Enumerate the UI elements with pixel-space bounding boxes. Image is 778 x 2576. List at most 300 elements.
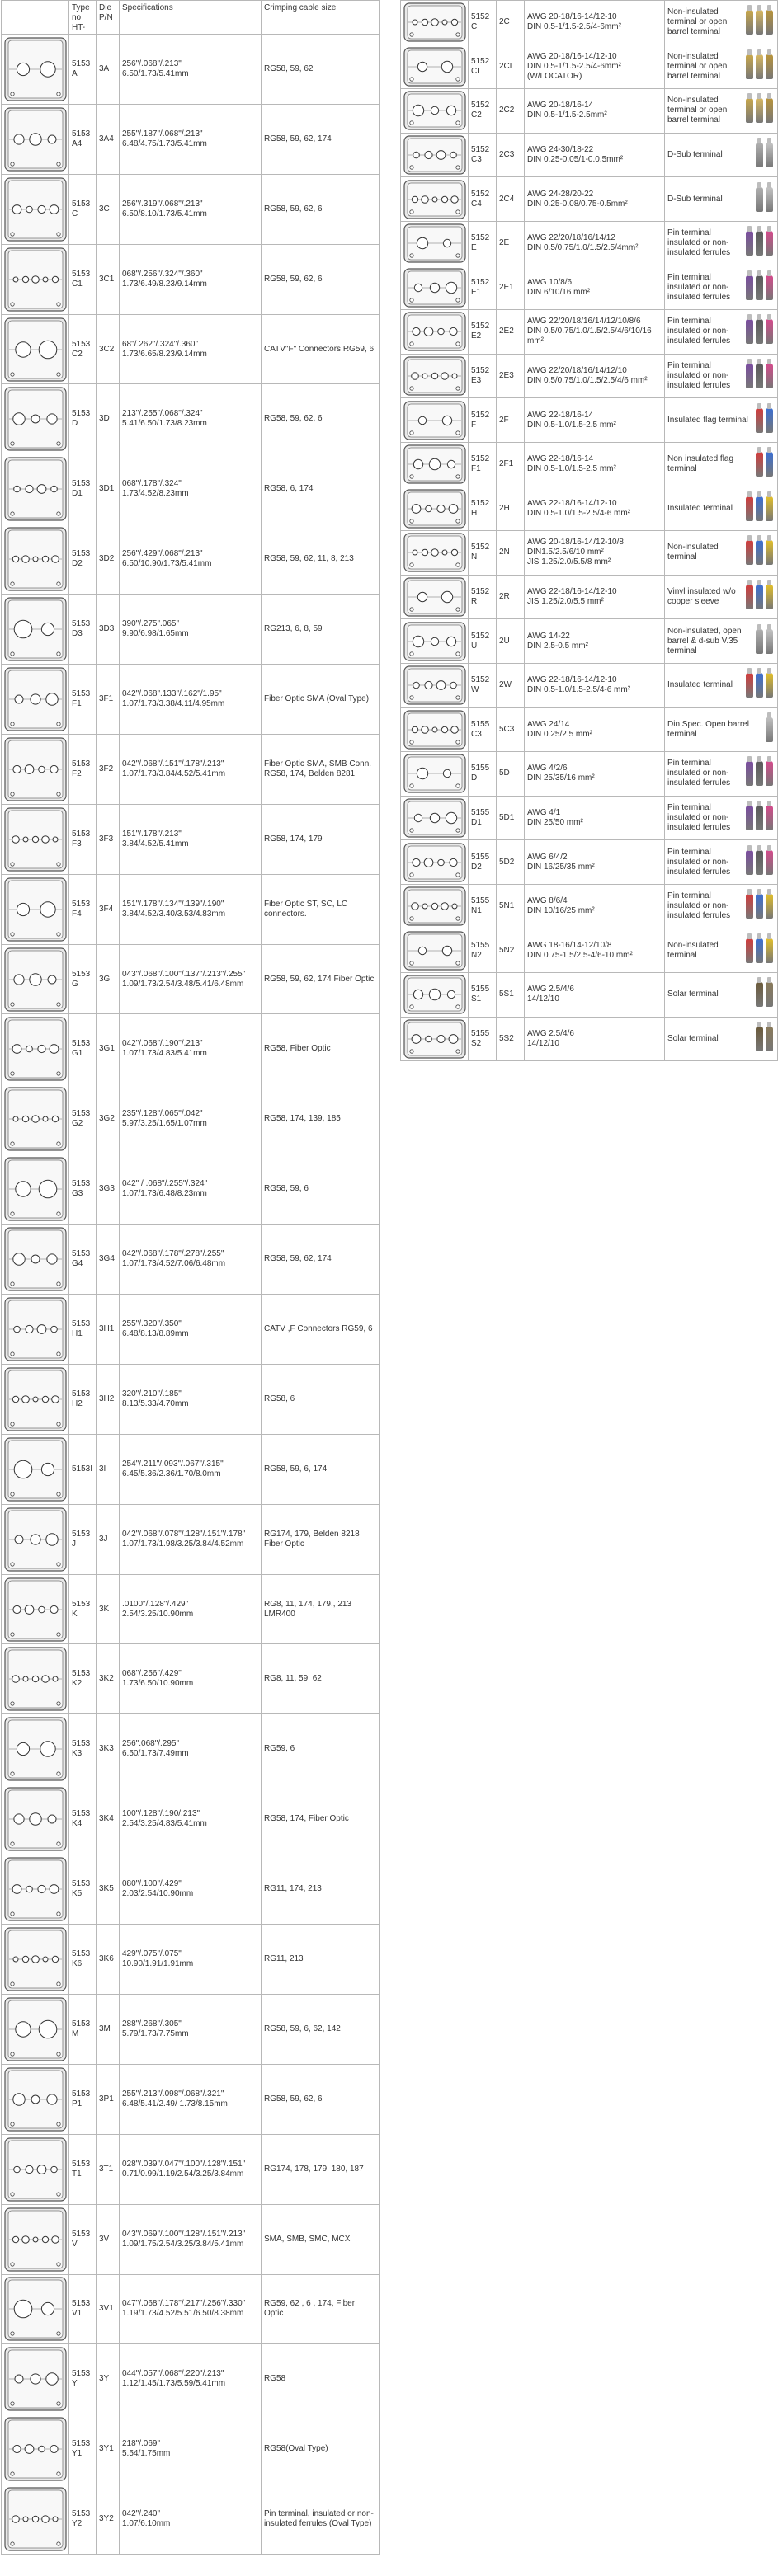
flag-terminal-icon xyxy=(756,408,763,433)
spec-line: 042"/.240" xyxy=(122,2509,161,2519)
spec-line: 320"/.210"/.185" xyxy=(122,1389,182,1398)
spec-line: DIN 0.5-1/1.5-2.5/4-6mm² xyxy=(527,22,621,32)
cable-cell: RG8, 11, 174, 179,, 213 LMR400 xyxy=(262,1574,380,1644)
crimp-die-icon xyxy=(403,356,466,396)
table-row xyxy=(2,244,380,314)
crimp-die-icon xyxy=(4,2067,67,2132)
type-cell: 5153K xyxy=(69,1574,97,1644)
table-row xyxy=(401,840,778,885)
die-cell: 3K xyxy=(97,1574,120,1644)
die-image xyxy=(2,1504,69,1574)
spec-cell xyxy=(525,398,665,443)
spec-line: DIN 2.5-0.5 mm² xyxy=(527,641,588,651)
cable-cell xyxy=(665,884,778,928)
die-image xyxy=(401,354,469,398)
type-cell: 5153V1 xyxy=(69,2274,97,2344)
die-image xyxy=(401,707,469,752)
ferrule-icon xyxy=(766,319,773,344)
spec-cell xyxy=(525,707,665,752)
blade-terminal-icon xyxy=(746,98,753,123)
type-cell: 5153K5 xyxy=(69,1854,97,1925)
spec-line: 213"/.255"/.068"/.324" xyxy=(122,409,203,419)
spec-line: 042"/.068"/.190"/.213" xyxy=(122,1039,203,1049)
spec-line: 3.84/4.52/3.40/3.53/4.83mm xyxy=(122,909,226,919)
terminal-type-text: Non-insulated terminal xyxy=(667,543,719,562)
ferrule-icon xyxy=(746,364,753,388)
die-cell: 3F1 xyxy=(97,665,120,735)
die-cell: 3K3 xyxy=(97,1714,120,1784)
die-image xyxy=(401,884,469,928)
table-row xyxy=(2,2484,380,2555)
ferrule-icon xyxy=(766,231,773,256)
type-cell: 5153G2 xyxy=(69,1084,97,1154)
spec-line: 028"/.039"/.047"/.100"/.128"/.151" xyxy=(122,2159,246,2169)
spec-line: 042"/.068".133"/.162"/1.95" xyxy=(122,689,222,698)
coax-die-rows xyxy=(2,35,380,2555)
terminal-type-text: Insulated terminal xyxy=(667,680,733,690)
type-cell: 5153G3 xyxy=(69,1154,97,1225)
cable-cell: RG58, 59, 62, 174 xyxy=(262,104,380,174)
spec-line: AWG 22-18/16-14 xyxy=(527,410,594,420)
spec-cell xyxy=(120,174,262,244)
spec-cell xyxy=(525,177,665,222)
crimp-die-icon xyxy=(4,37,67,101)
spec-line: AWG 24/14 xyxy=(527,719,570,729)
table-row xyxy=(2,2134,380,2204)
solar-terminal-icon xyxy=(756,1027,763,1051)
crimp-die-icon xyxy=(403,2,466,42)
spec-cell xyxy=(120,595,262,665)
terminal-type-text: Non insulated flag terminal xyxy=(667,454,734,474)
terminal-type-text: Non-insulated terminal or open barrel terminal xyxy=(667,7,728,37)
die-cell: 3F2 xyxy=(97,734,120,804)
type-cell: 5152H xyxy=(469,487,497,531)
type-cell: 5153G1 xyxy=(69,1014,97,1084)
spec-line: AWG 20-18/16-14 xyxy=(527,101,594,110)
table-row xyxy=(2,174,380,244)
spec-line: 5.54/1.75mm xyxy=(122,2449,171,2459)
type-cell: 5153D1 xyxy=(69,454,97,524)
table-row xyxy=(2,1295,380,1365)
terminal-photo xyxy=(746,540,775,565)
crimp-die-icon xyxy=(4,597,67,661)
die-image xyxy=(401,575,469,619)
ring-terminal-icon xyxy=(746,894,753,919)
die-image xyxy=(2,944,69,1014)
table-row xyxy=(2,804,380,874)
die-image xyxy=(2,2064,69,2134)
spec-cell xyxy=(120,2204,262,2274)
die-image xyxy=(2,2274,69,2344)
spec-line: 1.73/4.52/8.23mm xyxy=(122,489,189,499)
type-cell: 5152W xyxy=(469,663,497,707)
spec-line: 1.12/1.45/1.73/5.59/5.41mm xyxy=(122,2379,226,2389)
type-cell: 5152R xyxy=(469,575,497,619)
spec-line: 8.13/5.33/4.70mm xyxy=(122,1398,189,1408)
crimp-die-icon xyxy=(403,91,466,130)
cable-cell xyxy=(665,796,778,840)
spec-line: AWG 14-22 xyxy=(527,631,570,641)
spec-line: 1.07/1.73/3.38/4.11/4.95mm xyxy=(122,698,225,708)
cable-cell: RG11, 213 xyxy=(262,1925,380,1995)
terminal-type-text: Insulated flag terminal xyxy=(667,415,748,425)
die-image xyxy=(2,1084,69,1154)
type-header: Type no HT- xyxy=(69,1,97,35)
table-row xyxy=(401,442,778,487)
blade-terminal-icon xyxy=(756,98,763,123)
cable-cell: RG58, 59, 6, 62, 142 xyxy=(262,1994,380,2064)
die-image xyxy=(2,2344,69,2414)
spec-cell xyxy=(525,796,665,840)
crimp-die-icon xyxy=(403,886,466,926)
solar-terminal-icon xyxy=(766,1027,773,1051)
table-row xyxy=(401,89,778,134)
crimp-die-icon xyxy=(4,317,67,382)
die-cell: 2E3 xyxy=(497,354,525,398)
ferrule-icon xyxy=(756,806,763,830)
die-image xyxy=(2,1225,69,1295)
coax-die-table xyxy=(1,0,380,2555)
ring-terminal-icon xyxy=(746,540,753,565)
ferrule-icon xyxy=(746,850,753,875)
table-row xyxy=(2,104,380,174)
spec-line: 5.41/6.50/1.73/8.23mm xyxy=(122,419,207,429)
die-image xyxy=(2,1154,69,1225)
die-image xyxy=(2,35,69,105)
crimp-die-icon xyxy=(4,1017,67,1081)
table-row xyxy=(2,874,380,944)
die-cell: 2CL xyxy=(497,45,525,89)
spec-cell xyxy=(525,89,665,134)
die-image xyxy=(401,398,469,443)
spec-line: 6.50/1.73/5.41mm xyxy=(122,68,189,78)
die-cell: 2E xyxy=(497,221,525,266)
cable-cell xyxy=(665,398,778,443)
die-image xyxy=(2,104,69,174)
table-row xyxy=(401,133,778,177)
terminal-type-text: Pin terminal insulated or non-insulated ferrules xyxy=(667,228,731,258)
terminal-type-text: Solar terminal xyxy=(667,990,719,999)
table-row xyxy=(2,1714,380,1784)
die-image xyxy=(2,1364,69,1434)
die-cell: 5D1 xyxy=(497,796,525,840)
ferrule-icon xyxy=(756,364,763,388)
spec-line: 6.50/1.73/7.49mm xyxy=(122,1749,189,1759)
cable-cell: RG58, 6, 174 xyxy=(262,454,380,524)
ferrule-icon xyxy=(756,850,763,875)
ferrule-icon xyxy=(756,231,763,256)
ferrule-icon xyxy=(746,231,753,256)
terminal-type-text: D-Sub terminal xyxy=(667,194,723,204)
die-cell: 2F1 xyxy=(497,442,525,487)
spec-cell xyxy=(120,35,262,105)
die-cell: 5S1 xyxy=(497,973,525,1018)
spec-line: DIN 0.25-0.05/1-0.0.5mm² xyxy=(527,155,624,165)
type-cell: 5152U xyxy=(469,619,497,664)
terminal-type-text: Pin terminal insulated or non-insulated ferrules xyxy=(667,317,731,346)
crimp-die-icon xyxy=(4,737,67,801)
spec-line: DIN 0.25/2.5 mm² xyxy=(527,729,592,739)
die-cell: 2H xyxy=(497,487,525,531)
ferrule-icon xyxy=(746,806,753,830)
spec-line: 1.73/6.50/10.90mm xyxy=(122,1679,194,1689)
cable-cell xyxy=(665,840,778,885)
spec-cell xyxy=(120,734,262,804)
spec-cell xyxy=(120,1084,262,1154)
spec-line: AWG 20-18/16-14/12-10 xyxy=(527,12,617,22)
die-image xyxy=(401,133,469,177)
table-row xyxy=(2,1994,380,2064)
spec-line: 390"/.275".065" xyxy=(122,619,180,629)
die-image xyxy=(401,619,469,664)
spec-cell xyxy=(120,2134,262,2204)
spec-line: 043"/.068"/.100"/.137"/.213"/.255" xyxy=(122,969,246,979)
die-cell: 3D xyxy=(97,384,120,454)
spec-cell xyxy=(120,2064,262,2134)
cable-cell: RG213, 6, 8, 59 xyxy=(262,595,380,665)
ring-terminal-icon xyxy=(746,673,753,698)
spec-cell xyxy=(120,665,262,735)
spec-line: DIN 0.5/0.75/1.0/1.5/2.5/4/6/10/16 mm² xyxy=(527,327,652,346)
die-cell: 3Y1 xyxy=(97,2414,120,2484)
table-row xyxy=(2,1854,380,1925)
blade-terminal-icon xyxy=(746,54,753,79)
die-cell: 3A xyxy=(97,35,120,105)
spec-line: 1.07/1.73/4.52/7.06/6.48mm xyxy=(122,1259,226,1269)
type-cell: 5155S1 xyxy=(469,973,497,1018)
blade-terminal-icon xyxy=(746,10,753,35)
crimp-die-icon xyxy=(403,444,466,484)
die-image xyxy=(401,752,469,797)
spec-cell xyxy=(120,2274,262,2344)
crimp-die-icon xyxy=(403,401,466,440)
spec-line: 68"/.262"/.324"/.360" xyxy=(122,339,199,349)
spec-cell xyxy=(525,1,665,45)
terminal-type-text: Pin terminal insulated or non-insulated ferrules xyxy=(667,759,731,788)
type-cell: 5153F4 xyxy=(69,874,97,944)
die-cell: 2C4 xyxy=(497,177,525,222)
spec-line: 044"/.057"/.068"/.220"/.213" xyxy=(122,2369,224,2379)
die-cell: 2R xyxy=(497,575,525,619)
spec-cell xyxy=(120,1434,262,1504)
die-cell: 2N xyxy=(497,531,525,576)
type-cell: 5153D2 xyxy=(69,524,97,595)
spec-line: 14/12/10 xyxy=(527,1038,559,1048)
type-cell: 5153M xyxy=(69,1994,97,2064)
die-cell: 3F4 xyxy=(97,874,120,944)
spec-line: AWG 8/6/4 xyxy=(527,896,568,906)
spec-line: 255"/.187"/.068"/.213" xyxy=(122,129,203,139)
type-cell: 5152F xyxy=(469,398,497,443)
terminal-die-table xyxy=(400,0,778,1061)
table-row xyxy=(401,619,778,664)
spec-line: 6.45/5.36/2.36/1.70/8.0mm xyxy=(122,1469,221,1478)
spec-cell xyxy=(120,384,262,454)
spec-cell xyxy=(120,804,262,874)
crimp-die-icon xyxy=(403,489,466,529)
die-image xyxy=(401,663,469,707)
spec-line: 2.54/3.25/10.90mm xyxy=(122,1609,194,1619)
cable-cell: RG58, 59, 62, 6 xyxy=(262,384,380,454)
type-cell: 5152E1 xyxy=(469,266,497,310)
table-row xyxy=(2,1014,380,1084)
die-cell: 3T1 xyxy=(97,2134,120,2204)
crimp-die-icon xyxy=(4,2137,67,2202)
spec-line: DIN 0.25-0.08/0.75-0.5mm² xyxy=(527,199,628,209)
die-cell: 3V xyxy=(97,2204,120,2274)
crimp-die-icon xyxy=(403,931,466,971)
ring-terminal-icon xyxy=(766,540,773,565)
spec-line: 6.48/8.13/8.89mm xyxy=(122,1328,189,1338)
cable-cell xyxy=(665,1017,778,1061)
ring-terminal-icon xyxy=(756,496,763,521)
spec-line: 256".068"/.295" xyxy=(122,1739,180,1749)
crimp-die-icon xyxy=(403,975,466,1014)
table-row xyxy=(2,665,380,735)
die-cell: 3V1 xyxy=(97,2274,120,2344)
table-row xyxy=(2,314,380,384)
spec-cell xyxy=(525,884,665,928)
die-image xyxy=(2,804,69,874)
die-image xyxy=(2,174,69,244)
terminal-photo xyxy=(746,850,775,875)
crimp-die-icon xyxy=(403,798,466,838)
ferrule-icon xyxy=(766,761,773,786)
crimp-die-icon xyxy=(4,807,67,872)
die-cell: 3F3 xyxy=(97,804,120,874)
die-cell: 5N2 xyxy=(497,928,525,973)
table-row xyxy=(401,884,778,928)
spec-line: 10.90/1.91/1.91mm xyxy=(122,1958,194,1968)
cable-cell xyxy=(665,663,778,707)
crimp-die-icon xyxy=(4,1367,67,1431)
cable-cell: Pin terminal, insulated or non-insulated ferrules (Oval Type) xyxy=(262,2484,380,2555)
spec-cell xyxy=(120,944,262,1014)
spec-line: AWG 6/4/2 xyxy=(527,852,568,862)
cable-cell xyxy=(665,442,778,487)
spec-line: 068"/.256"/.429" xyxy=(122,1669,182,1679)
terminal-type-text: Solar terminal xyxy=(667,1033,719,1043)
spec-line: 2.03/2.54/10.90mm xyxy=(122,1889,194,1899)
cable-cell xyxy=(665,707,778,752)
spec-cell xyxy=(120,2484,262,2555)
spec-line: DIN 0.5/0.75/1.0/1.5/2.5/4/6 mm² xyxy=(527,376,648,386)
ring-terminal-icon xyxy=(766,894,773,919)
type-cell: 5153T1 xyxy=(69,2134,97,2204)
crimp-die-icon xyxy=(4,667,67,731)
spec-cell xyxy=(525,487,665,531)
ring-terminal-icon xyxy=(766,673,773,698)
spec-line: AWG 4/2/6 xyxy=(527,764,568,773)
die-image xyxy=(2,384,69,454)
table-row xyxy=(2,384,380,454)
spec-line: 429"/.075"/.075" xyxy=(122,1948,182,1958)
spec-cell xyxy=(120,1854,262,1925)
type-cell: 5153P1 xyxy=(69,2064,97,2134)
crimp-die-icon xyxy=(4,1297,67,1361)
crimp-die-icon xyxy=(403,223,466,263)
table-row xyxy=(2,2274,380,2344)
terminal-photo xyxy=(746,496,775,521)
table-row xyxy=(2,1225,380,1295)
spec-cell xyxy=(120,1784,262,1854)
die-cell: 3D3 xyxy=(97,595,120,665)
die-image xyxy=(401,973,469,1018)
die-image xyxy=(401,89,469,134)
die-image xyxy=(2,1434,69,1504)
die-cell: 3C1 xyxy=(97,244,120,314)
ferrule-icon xyxy=(766,275,773,300)
type-cell: 5153I xyxy=(69,1434,97,1504)
table-row xyxy=(401,487,778,531)
spec-line: AWG 20-18/16-14/12-10/8 xyxy=(527,538,624,548)
type-cell: 5155D xyxy=(469,752,497,797)
cable-cell xyxy=(665,752,778,797)
terminal-type-text: Non-insulated terminal xyxy=(667,940,719,960)
die-cell: 3G3 xyxy=(97,1154,120,1225)
spec-cell xyxy=(525,442,665,487)
dsub-pin-icon xyxy=(756,629,763,654)
die-header: Die P/N xyxy=(97,1,120,35)
cable-cell: RG59, 62 , 6 , 174, Fiber Optic xyxy=(262,2274,380,2344)
spec-line: 5.97/3.25/1.65/1.07mm xyxy=(122,1119,207,1129)
crimp-die-icon xyxy=(403,312,466,351)
spec-header: Specifications xyxy=(120,1,262,35)
table-row xyxy=(2,1574,380,1644)
terminal-photo xyxy=(746,231,775,256)
blade-terminal-icon xyxy=(766,98,773,123)
cable-cell: RG58 xyxy=(262,2344,380,2414)
spec-line: AWG 2.5/4/6 xyxy=(527,985,574,994)
die-cell: 5C3 xyxy=(497,707,525,752)
cable-cell: Fiber Optic ST, SC, LC connectors. xyxy=(262,874,380,944)
spec-cell xyxy=(120,1364,262,1434)
spec-line: 1.07/1.73/6.48/8.23mm xyxy=(122,1189,207,1199)
cable-cell: RG58, 174, 139, 185 xyxy=(262,1084,380,1154)
die-image xyxy=(2,2134,69,2204)
type-cell: 5152C4 xyxy=(469,177,497,222)
die-cell: 3G2 xyxy=(97,1084,120,1154)
die-cell: 3G4 xyxy=(97,1225,120,1295)
ring-terminal-icon xyxy=(746,496,753,521)
cable-cell: CATV ,F Connectors RG59, 6 xyxy=(262,1295,380,1365)
terminal-photo xyxy=(746,806,775,830)
crimp-die-icon xyxy=(4,947,67,1012)
spec-line: 14/12/10 xyxy=(527,994,559,1004)
ring-terminal-icon xyxy=(756,894,763,919)
ferrule-icon xyxy=(766,850,773,875)
terminal-type-text: Din Spec. Open barrel terminal xyxy=(667,719,749,739)
cable-cell xyxy=(665,133,778,177)
type-cell: 5153A4 xyxy=(69,104,97,174)
spec-cell xyxy=(120,1014,262,1084)
table-row xyxy=(401,310,778,355)
crimp-die-icon xyxy=(403,710,466,750)
table-row xyxy=(401,177,778,222)
die-image xyxy=(2,454,69,524)
type-cell: 5152N xyxy=(469,531,497,576)
terminal-type-text: Non-insulated terminal or open barrel terminal xyxy=(667,96,728,125)
table-row xyxy=(401,221,778,266)
spec-line: 6.50/10.90/1.73/5.41mm xyxy=(122,559,212,569)
crimp-die-icon xyxy=(4,1577,67,1642)
spec-line: AWG 4/1 xyxy=(527,807,561,817)
spec-line: DIN 6/10/16 mm² xyxy=(527,287,591,297)
spec-line: 256"/.068"/.213" xyxy=(122,59,182,68)
spec-cell xyxy=(120,1644,262,1714)
cable-cell: Fiber Optic SMA, SMB Conn. RG58, 174, Belden 8281 xyxy=(262,734,380,804)
spec-line: AWG 24-30/18-22 xyxy=(527,145,594,155)
